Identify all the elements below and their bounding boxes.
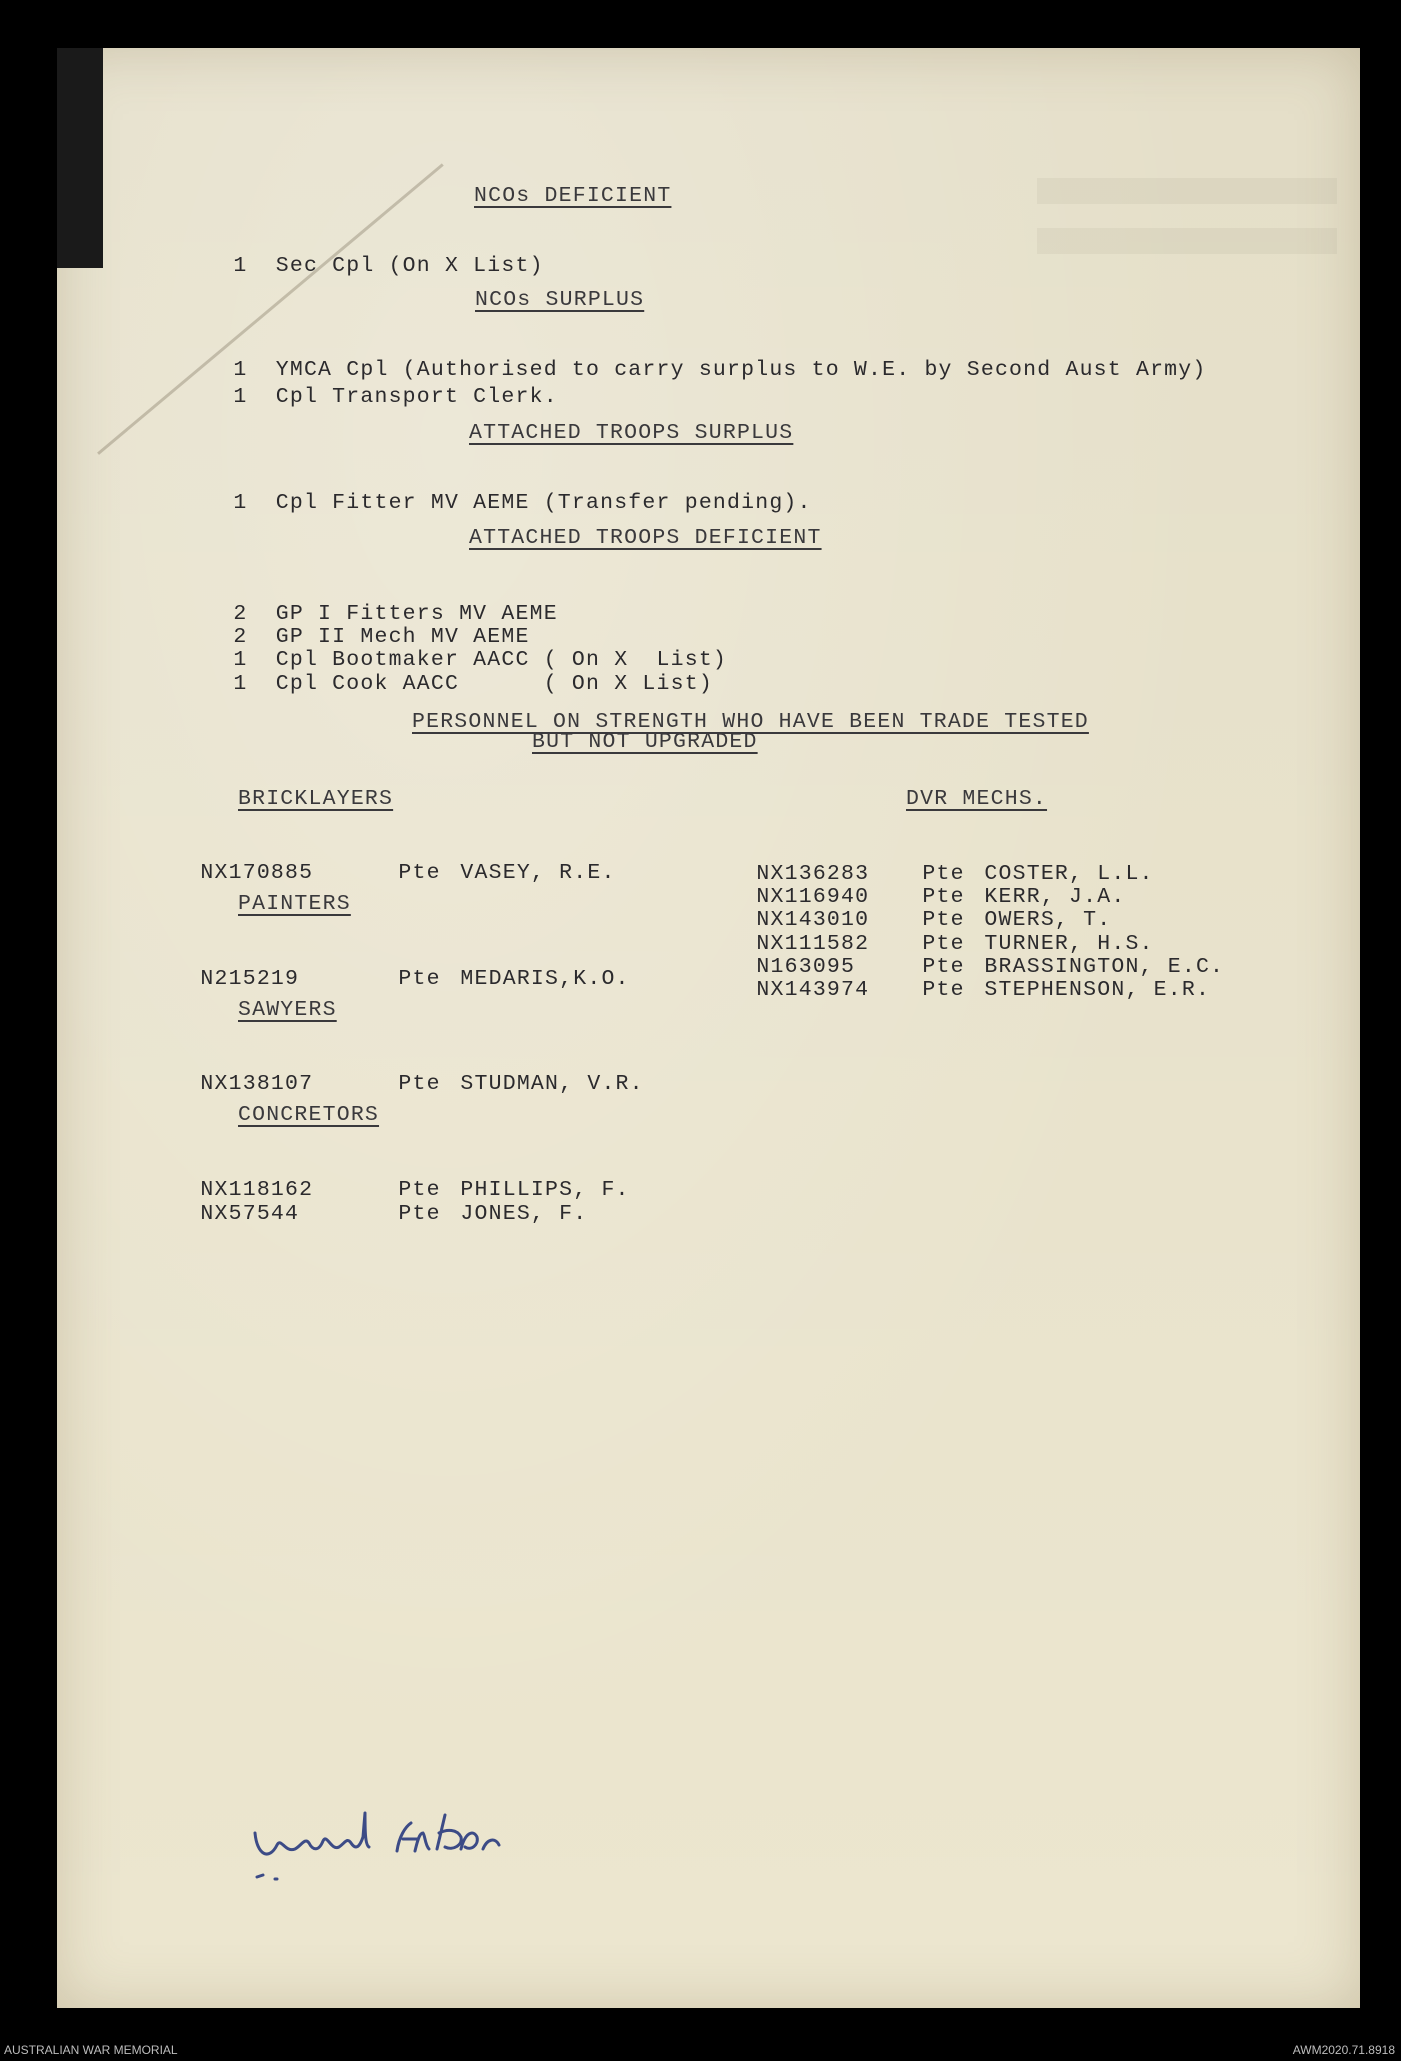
footer-left: AUSTRALIAN WAR MEMORIAL	[4, 2043, 178, 2057]
item-text: Cpl Transport Clerk.	[275, 384, 558, 409]
trade-label-bricklayers: BRICKLAYERS	[238, 787, 394, 811]
item-qty: 2	[233, 624, 248, 649]
trade-label-dvr-mechs: DVR MECHS.	[906, 787, 1048, 811]
rank: Pte	[922, 977, 965, 1002]
heading-trade-tested: PERSONNEL ON STRENGTH WHO HAVE BEEN TRADE TESTED	[412, 710, 1089, 734]
service-number: NX118162	[200, 1177, 314, 1202]
rank: Pte	[398, 1071, 441, 1096]
item-text: GP II Mech MV AEME	[275, 624, 530, 649]
item-qty: 1	[233, 357, 248, 382]
service-number: NX57544	[200, 1201, 300, 1226]
person-name: TURNER, H.S.	[984, 931, 1154, 956]
rank: Pte	[398, 1177, 441, 1202]
item-qty: 1	[233, 384, 248, 409]
service-number: N163095	[756, 954, 856, 979]
heading-attached-troops-deficient: ATTACHED TROOPS DEFICIENT	[469, 526, 822, 550]
document-page	[57, 48, 1360, 2008]
person-name: STEPHENSON, E.R.	[984, 977, 1211, 1002]
service-number: NX138107	[200, 1071, 314, 1096]
handwritten-signature	[247, 1793, 507, 1883]
service-number: NX170885	[200, 860, 314, 885]
item-text: Cpl Bootmaker AACC ( On X List)	[275, 647, 728, 672]
person-name: STUDMAN, V.R.	[460, 1071, 644, 1096]
person-name: PHILLIPS, F.	[460, 1177, 630, 1202]
torn-edge	[57, 48, 103, 268]
person-name: COSTER, L.L.	[984, 861, 1154, 886]
heading-not-upgraded: BUT NOT UPGRADED	[532, 730, 758, 754]
item-qty: 1	[233, 253, 248, 278]
rank: Pte	[398, 860, 441, 885]
service-number: NX136283	[756, 861, 870, 886]
item-qty: 1	[233, 671, 248, 696]
rank: Pte	[922, 861, 965, 886]
item-text: YMCA Cpl (Authorised to carry surplus to W.E. by Second Aust Army)	[275, 357, 1207, 382]
person-name: VASEY, R.E.	[460, 860, 616, 885]
list-item	[177, 652, 713, 717]
item-text: Sec Cpl (On X List)	[275, 253, 544, 278]
list-item	[177, 365, 558, 430]
person-name: JONES, F.	[460, 1201, 588, 1226]
rank: Pte	[922, 931, 965, 956]
table-row	[144, 1177, 588, 1247]
trade-label-concretors: CONCRETORS	[238, 1103, 380, 1127]
service-number: NX111582	[756, 931, 870, 956]
table-row	[700, 954, 1211, 1023]
table-row	[144, 841, 616, 906]
heading-attached-troops-surplus: ATTACHED TROOPS SURPLUS	[469, 421, 794, 445]
show-through-band-2	[1037, 228, 1337, 254]
trade-label-painters: PAINTERS	[238, 892, 351, 916]
rank: Pte	[398, 1201, 441, 1226]
table-row	[144, 947, 630, 1012]
service-number: NX143010	[756, 907, 870, 932]
service-number: NX116940	[756, 884, 870, 909]
service-number: NX143974	[756, 977, 870, 1002]
service-number: N215219	[200, 966, 300, 991]
person-name: MEDARIS,K.O.	[460, 966, 630, 991]
table-row	[144, 1052, 644, 1117]
show-through-band-1	[1037, 178, 1337, 204]
person-name: KERR, J.A.	[984, 884, 1126, 909]
item-text: Cpl Fitter MV AEME (Transfer pending).	[275, 490, 812, 515]
item-text: GP I Fitters MV AEME	[275, 601, 558, 626]
heading-ncos-surplus: NCOs SURPLUS	[475, 288, 645, 312]
heading-ncos-deficient: NCOs DEFICIENT	[474, 184, 672, 208]
rank: Pte	[398, 966, 441, 991]
item-qty: 2	[233, 601, 248, 626]
item-qty: 1	[233, 490, 248, 515]
rank: Pte	[922, 954, 965, 979]
person-name: OWERS, T.	[984, 907, 1112, 932]
item-qty: 1	[233, 647, 248, 672]
rank: Pte	[922, 884, 965, 909]
trade-label-sawyers: SAWYERS	[238, 998, 337, 1022]
footer-right: AWM2020.71.8918	[1292, 2043, 1395, 2057]
person-name: BRASSINGTON, E.C.	[984, 954, 1225, 979]
rank: Pte	[922, 907, 965, 932]
item-text: Cpl Cook AACC ( On X List)	[275, 671, 713, 696]
